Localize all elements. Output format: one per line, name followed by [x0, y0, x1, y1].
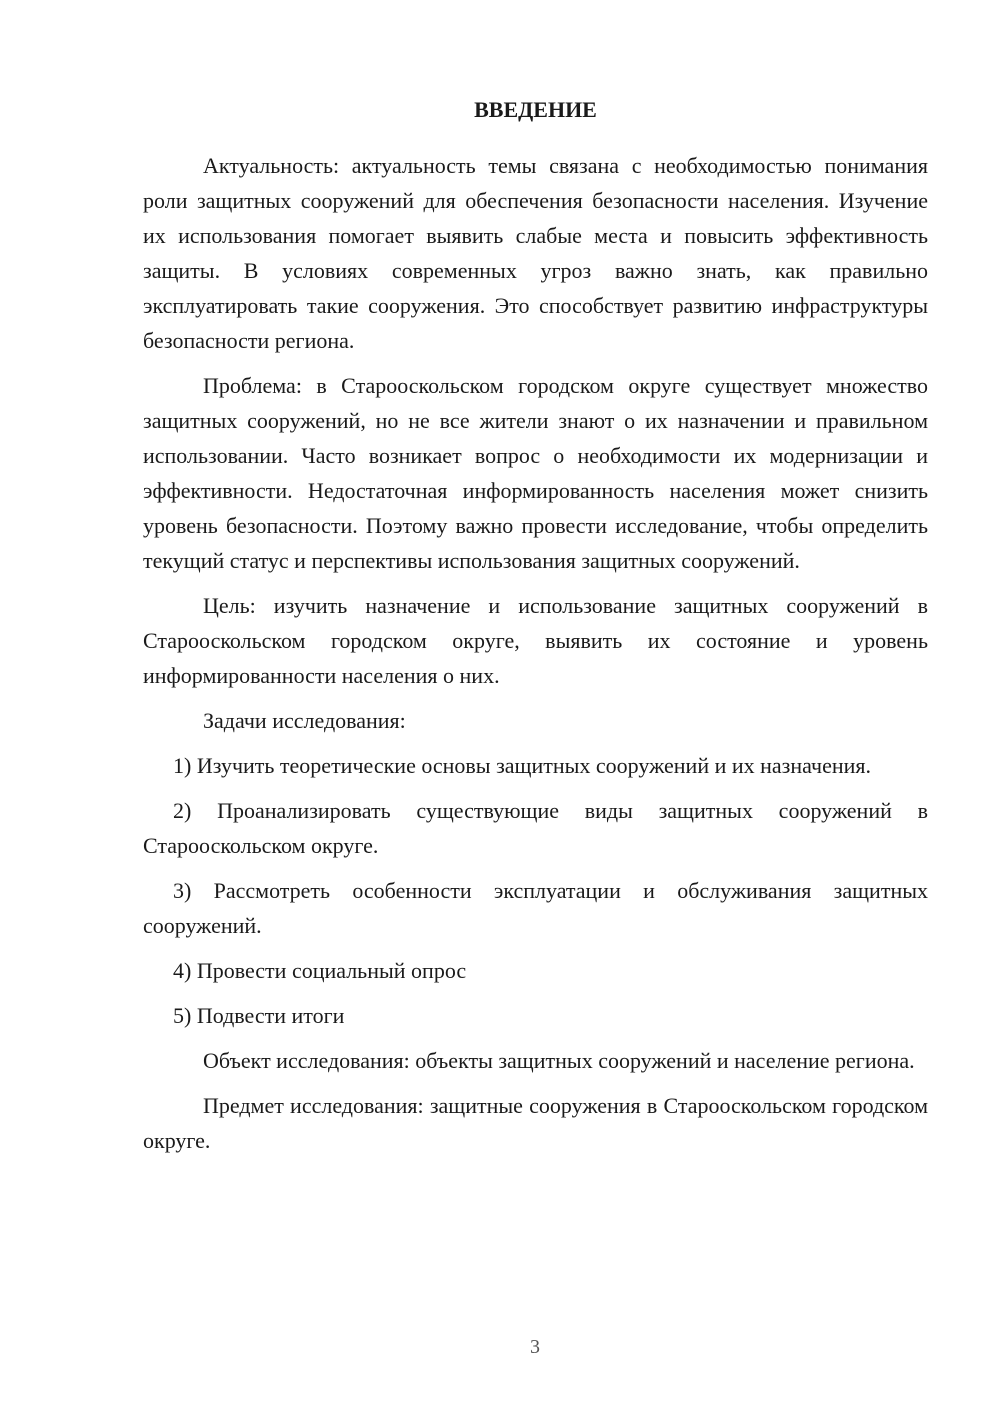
task-item-4: 4) Провести социальный опрос	[173, 958, 467, 983]
task-item-2: 2) Проанализировать существующие виды защитных сооружений в Старооскольском округе.	[143, 798, 928, 858]
tasks-heading: Задачи исследования:	[203, 708, 406, 733]
task-list	[143, 748, 928, 1033]
page-number: 3	[530, 1336, 540, 1358]
problem-paragraph: Проблема: в Старооскольском городском округе существует множество защитных сооружений, но не все жители знают о их назначении и правильном использовании. Часто возникает вопрос о необходимости их модернизации и эффективности. Недостаточная информированность населения может снизить уровень безопасности. Поэтому важно провести исследование, чтобы определить текущий статус и перспективы использования защитных сооружений.	[143, 373, 928, 573]
task-item-5: 5) Подвести итоги	[173, 1003, 345, 1028]
subject-paragraph: Предмет исследования: защитные сооружения в Старооскольском городском округе.	[143, 1093, 928, 1153]
page-title: ВВЕДЕНИЕ	[474, 97, 597, 122]
object-paragraph: Объект исследования: объекты защитных сооружений и население региона.	[203, 1048, 915, 1073]
task-item-1: 1) Изучить теоретические основы защитных сооружений и их назначения.	[173, 753, 872, 778]
page-content	[143, 92, 928, 1168]
goal-paragraph: Цель: изучить назначение и использование защитных сооружений в Старооскольском городском округе, выявить их состояние и уровень информированности населения о них.	[143, 593, 928, 688]
task-item-3: 3) Рассмотреть особенности эксплуатации и обслуживания защитных сооружений.	[143, 878, 928, 938]
relevance-paragraph: Актуальность: актуальность темы связана с необходимостью понимания роли защитных сооружений для обеспечения безопасности населения. Изучение их использования помогает выявить слабые места и повысить эффективность защиты. В условиях современных угроз важно знать, как правильно эксплуатировать такие сооружения. Это способствует развитию инфраструктуры безопасности региона.	[143, 153, 928, 353]
